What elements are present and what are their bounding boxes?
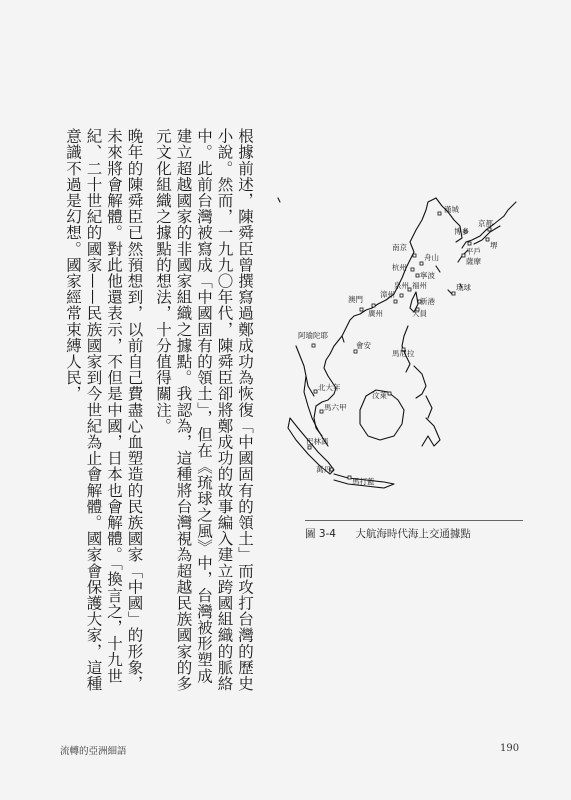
figure-number: 圖 3-4 <box>305 528 336 540</box>
label-macao: 澳門 <box>348 295 363 304</box>
running-footer-title: 流轉的亞洲細語 <box>60 746 127 757</box>
label-dayuan: 大員 <box>412 309 427 318</box>
marker-saqmo <box>462 254 465 257</box>
label-beidaniang: 北大年 <box>318 383 341 392</box>
marker-palembang <box>308 446 311 449</box>
marker-zhoushan <box>420 262 423 265</box>
label-nanjing: 南京 <box>392 243 407 252</box>
marker-jie <box>486 238 489 241</box>
label-fuzhou: 福州 <box>412 281 427 290</box>
label-huian: 會安 <box>356 341 371 350</box>
marker-wenlai <box>388 392 391 395</box>
marker-mataram <box>348 476 351 479</box>
asia-sea-map <box>276 196 521 501</box>
label-zhangzhou: 漳州 <box>380 290 395 299</box>
label-saqmo: 薩摩 <box>466 257 481 266</box>
marker-pinghu <box>468 242 471 245</box>
marker-hangzhou <box>411 268 414 271</box>
marker-ayutthaya <box>312 344 315 347</box>
paragraph: 晚年的陳舜臣已然預想到，以前自己費盡心血塑造的民族國家「中國」的形象，未來將會解體。對此他還表示，不但是中國，日本也會解體。「換言之，十九世紀、二十世紀的國家——民族國家到今世紀為止會解體。國家會保護大家，這種意識不過是幻想。國家經常束縛人民， <box>64 128 144 692</box>
marker-zhangzhou <box>394 300 397 303</box>
marker-ryukyu <box>452 292 455 295</box>
marker-macao <box>360 308 363 311</box>
label-wandan: 萬丹 <box>316 465 331 474</box>
label-wenlai: 汶萊 <box>372 391 387 400</box>
caption-rule <box>305 520 523 521</box>
label-ayutthaya: 阿瑜陀耶 <box>298 331 328 340</box>
label-palembang: 巴林馮 <box>306 437 329 446</box>
label-hangzhou: 杭州 <box>392 263 407 272</box>
label-xingang: 新港 <box>420 297 435 306</box>
paragraph: 根據前述，陳舜臣曾撰寫過鄭成功為恢復「中國固有的領土」而攻打台灣的歷史小說。然而，一九九〇年代，陳舜臣卻將鄭成功的故事編入建立跨國組織的脈絡中。此前台灣被寫成「中國固有的領土」，但在《琉球之風》中，台灣被形塑成建立超越國家的非國家組織之據點。我認為，這種將台灣視為超越民族國家的多元文化組織之據點的想法，十分值得關注。 <box>154 128 254 692</box>
marker-guangzhou <box>372 304 375 307</box>
marker-quanzhou <box>400 294 403 297</box>
label-zhoushan: 舟山 <box>424 253 439 262</box>
label-pinghu: 平戶 <box>466 247 481 256</box>
marker-huian <box>354 350 357 353</box>
marker-hancheng <box>438 212 441 215</box>
label-quanzhou: 泉州 <box>394 281 409 290</box>
marker-beidaniang <box>314 390 317 393</box>
marker-nanjing <box>413 254 416 257</box>
label-jie: 堺 <box>490 241 498 250</box>
figure-caption <box>305 526 471 541</box>
label-hancheng: 漢城 <box>444 205 459 214</box>
label-ryukyu: 琉球 <box>456 283 471 292</box>
label-manila: 馬尼拉 <box>392 349 415 358</box>
body-text <box>55 128 255 698</box>
marker-jingdu <box>488 228 491 231</box>
label-mataram: 馬打藍 <box>352 477 375 486</box>
page-number: 190 <box>500 743 520 754</box>
label-ningbo: 寧波 <box>420 271 435 280</box>
label-guangzhou: 廣州 <box>368 309 383 318</box>
figure-title: 大航海時代海上交通據點 <box>355 528 471 540</box>
marker-malacca <box>320 410 323 413</box>
label-boduo: 博多 <box>454 227 469 236</box>
label-jingdu: 京都 <box>478 219 493 228</box>
label-malacca: 馬六甲 <box>324 403 347 412</box>
marker-ningbo <box>416 274 419 277</box>
map-figure <box>276 196 521 501</box>
